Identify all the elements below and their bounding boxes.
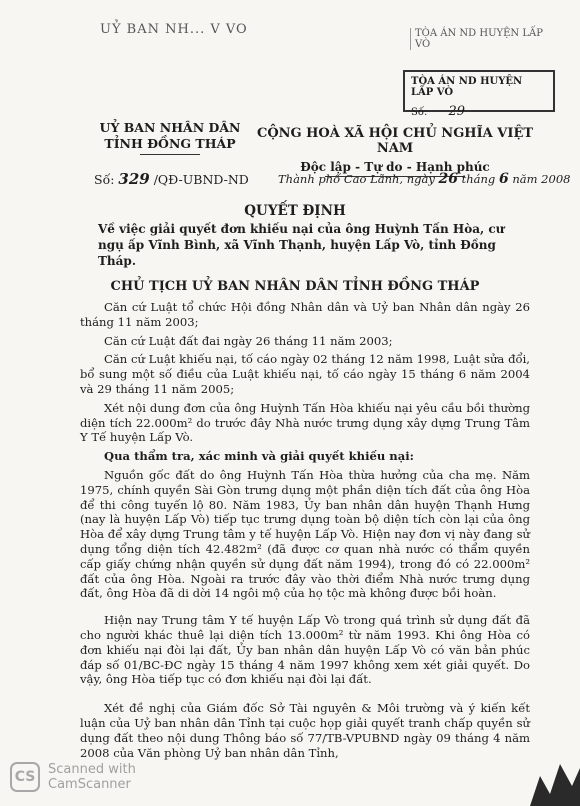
dateline-year: năm 2008	[512, 172, 571, 186]
court-stamp-number-line	[411, 104, 547, 119]
doc-number-handwritten: 329	[118, 170, 150, 188]
paragraph-legal-basis-1: Căn cứ Luật tổ chức Hội đồng Nhân dân và Uỷ ban Nhân dân ngày 26 tháng 11 năm 2003;	[80, 300, 530, 329]
paragraph-land-origin: Nguồn gốc đất do ông Huỳnh Tấn Hòa thừa hưởng của cha mẹ. Năm 1975, chính quyền Sài Gòn trưng dụng một phần diện tích đất của ông Hòa để thi công tuyến lộ 80. Năm 1983, Ủy ban nhân dân huyện Thạnh Hưng (nay là huyện Lấp Vò) tiếp tục trưng dụng toàn bộ diện tích còn lại của ông Hòa để xây dựng Trung tâm y tế huyện Lấp Vò. Hiện nay đơn vị này đang sử dụng tổng diện tích 42.482m² (đã được cơ quan nhà nước có thẩm quyền cấp giấy chứng nhận quyền sử dụng đất năm 1994), trong đó có 22.000m² đất của ông Hòa. Ngoài ra trước đây vào thời điểm Nhà nước trưng dụng đất, ông Hòa đã di dời 14 ngôi mộ của họ tộc mà không được bồi hoàn.	[80, 467, 530, 601]
document-subject: Về việc giải quyết đơn khiếu nại của ông Huỳnh Tấn Hòa, cư ngụ ấp Vĩnh Bình, xã Vĩnh Thạnh, huyện Lấp Vò, tỉnh Đồng Tháp.	[98, 222, 505, 268]
court-stamp-name: TÒA ÁN ND HUYỆN LẤP VÒ	[411, 76, 523, 98]
paragraph-legal-basis-2: Căn cứ Luật đất đai ngày 26 tháng 11 năm 2003;	[104, 333, 393, 348]
camscanner-logo-icon: CS	[10, 762, 40, 792]
document-title: QUYẾT ĐỊNH	[244, 203, 346, 219]
camscanner-text	[48, 762, 136, 792]
camscanner-watermark	[10, 762, 136, 792]
camscanner-line-2: CamScanner	[48, 777, 131, 792]
doc-so-label: Số:	[94, 172, 115, 187]
document-body	[80, 300, 530, 764]
dateline-day: 26	[438, 171, 458, 187]
paragraph-complaint: Xét nội dung đơn của ông Huỳnh Tấn Hòa khiếu nại yêu cầu bồi thường diện tích 22.000m² do trước đây Nhà nước trưng dụng xây dựng Trung Tâm Y Tế huyện Lấp Vò.	[80, 400, 530, 445]
dateline-month-label: tháng	[461, 172, 496, 186]
section-heading-verification: Qua thẩm tra, xác minh và giải quyết khiếu nại:	[104, 449, 414, 464]
court-stamp	[403, 70, 555, 119]
paragraph-legal-basis-3: Căn cứ Luật khiếu nại, tố cáo ngày 02 tháng 12 năm 1998, Luật sửa đổi, bổ sung một số điều của Luật khiếu nại, tố cáo ngày 15 tháng 6 năm 2004 và 29 tháng 11 năm 2005;	[80, 352, 530, 396]
court-stamp-so-label: Số:	[411, 107, 428, 118]
nation-title: CỘNG HOÀ XÃ HỘI CHỦ NGHĨA VIỆT NAM	[256, 126, 534, 156]
doc-code: /QĐ-UBND-ND	[153, 172, 249, 187]
agency-line-1: UỶ BAN NHÂN DÂN	[99, 120, 241, 135]
camscanner-line-1: Scanned with	[48, 762, 136, 777]
dateline-month: 6	[498, 171, 509, 187]
document-number	[94, 170, 249, 188]
authority-heading: CHỦ TỊCH UỶ BAN NHÂN DÂN TỈNH ĐỒNG THÁP	[110, 279, 480, 294]
national-header	[250, 126, 540, 177]
page-corner-shadow-icon	[520, 756, 580, 806]
dateline	[278, 171, 570, 187]
paragraph-current-use: Hiện nay Trung tâm Y tế huyện Lấp Vò trong quá trình sử dụng đất đã cho người khác thuê lại diện tích 13.000m² từ năm 1993. Khi ông Hòa có đơn khiếu nại đòi lại đất, Ủy ban nhân dân huyện Lấp Vò có văn bản phúc đáp số 01/BC-ĐC ngày 15 tháng 4 năm 1997 không xem xét giải quyết. Do vậy, ông Hòa tiếp tục có đơn khiếu nại đòi lại đất.	[80, 613, 530, 687]
received-stamp-note: TÒA ÁN ND HUYỆN LẤP VÒ	[410, 28, 555, 50]
agency-line-2: TỈNH ĐỒNG THÁP	[104, 136, 236, 151]
court-stamp-number: 29	[448, 104, 466, 119]
dateline-place: Thành phố Cao Lãnh, ngày	[278, 172, 435, 186]
header-scrawl: UỶ BAN NH... V VO	[100, 22, 248, 37]
issuing-agency	[90, 120, 250, 155]
nation-motto: Độc lập - Tự do - Hạnh phúc	[300, 160, 490, 174]
agency-underline	[140, 154, 200, 155]
paragraph-proposal: Xét đề nghị của Giám đốc Sở Tài nguyên & Môi trường và ý kiến kết luận của Uỷ ban nhân dân Tỉnh tại cuộc họp giải quyết tranh chấp quyền sử dụng đất theo nội dung Thông báo số 77/TB-VPUBND ngày 09 tháng 4 năm 2008 của Văn phòng Uỷ ban nhân dân Tỉnh,	[80, 701, 530, 760]
